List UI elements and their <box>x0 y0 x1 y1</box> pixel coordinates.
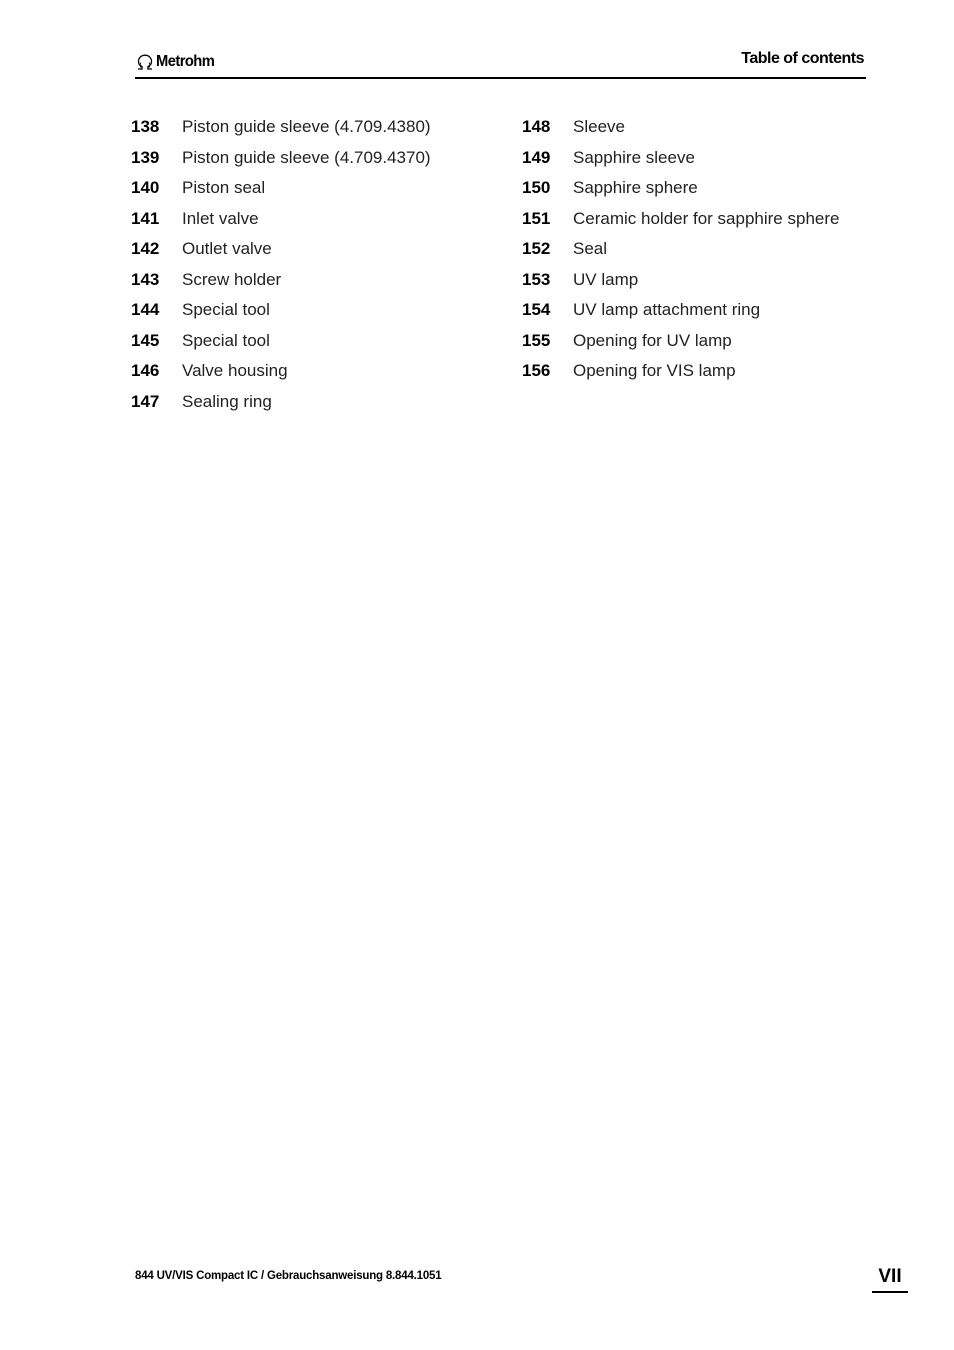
toc-entry-number: 146 <box>131 361 160 381</box>
toc-entry-label: Sapphire sphere <box>573 178 698 198</box>
toc-entry <box>131 356 431 387</box>
toc-entry-number: 155 <box>522 330 551 350</box>
toc-entry-number: 154 <box>522 300 551 320</box>
header-title: Table of contents <box>741 50 864 67</box>
footer-document-title: 844 UV/VIS Compact IC / Gebrauchsanweisung 8.844.1051 <box>135 1270 442 1282</box>
toc-entry-number: 145 <box>131 330 160 350</box>
toc-entry-number: 141 <box>131 208 160 228</box>
toc-entry-label: Opening for UV lamp <box>573 330 732 350</box>
toc-entry-label: Piston guide sleeve (4.709.4380) <box>182 117 431 137</box>
toc-entry-number: 153 <box>522 269 551 289</box>
omega-icon <box>135 53 155 71</box>
toc-entry-number: 138 <box>131 117 160 137</box>
toc-entry-number: 156 <box>522 361 551 381</box>
toc-entry-number: 152 <box>522 239 551 259</box>
toc-entry <box>131 234 431 265</box>
toc-entry-number: 148 <box>522 117 551 137</box>
toc-entry <box>522 234 839 265</box>
toc-entry-label: Inlet valve <box>182 208 259 228</box>
toc-entry-label: Special tool <box>182 300 270 320</box>
page-number: VII <box>872 1263 908 1293</box>
page-header <box>135 50 866 79</box>
toc-entry-label: Piston seal <box>182 178 266 198</box>
logo-text: Metrohm <box>156 53 215 70</box>
toc-entry-number: 151 <box>522 208 551 228</box>
toc-entry-number: 142 <box>131 239 160 259</box>
toc-entry-label: Ceramic holder for sapphire sphere <box>573 208 840 228</box>
toc-entry <box>131 295 431 326</box>
toc-entry <box>522 143 839 174</box>
toc-entry-label: Seal <box>573 239 608 259</box>
toc-entry-label: UV lamp <box>573 269 639 289</box>
toc-entry <box>131 112 431 143</box>
toc-entry-label: Outlet valve <box>182 239 272 259</box>
toc-entry <box>522 295 839 326</box>
toc-entry <box>131 326 431 357</box>
toc-entry-label: Sleeve <box>573 117 625 137</box>
toc-entry <box>522 112 839 143</box>
toc-entry-number: 143 <box>131 269 160 289</box>
toc-entry-label: Opening for VIS lamp <box>573 361 736 381</box>
toc-entry <box>131 143 431 174</box>
toc-entry-number: 144 <box>131 300 160 320</box>
toc-entry-label: Piston guide sleeve (4.709.4370) <box>182 147 431 167</box>
toc-entry-number: 149 <box>522 147 551 167</box>
toc-entry <box>522 204 839 235</box>
toc-entry-label: UV lamp attachment ring <box>573 300 761 320</box>
toc-entry <box>522 173 839 204</box>
toc-entry <box>131 387 431 418</box>
toc-entry-label: Sealing ring <box>182 391 272 411</box>
toc-entry <box>131 173 431 204</box>
toc-entry <box>522 265 839 296</box>
toc-entry-label: Valve housing <box>182 361 288 381</box>
toc-entry-number: 147 <box>131 391 160 411</box>
toc-left-column <box>131 112 431 417</box>
toc-entry <box>131 204 431 235</box>
toc-entry-number: 139 <box>131 147 160 167</box>
toc-entry <box>131 265 431 296</box>
toc-right-column <box>522 112 839 387</box>
toc-entry-label: Special tool <box>182 330 270 350</box>
metrohm-logo <box>135 53 219 71</box>
toc-entry <box>522 356 839 387</box>
toc-entry-number: 140 <box>131 178 160 198</box>
toc-entry-label: Sapphire sleeve <box>573 147 695 167</box>
toc-entry-label: Screw holder <box>182 269 282 289</box>
toc-entry-number: 150 <box>522 178 551 198</box>
toc-entry <box>522 326 839 357</box>
